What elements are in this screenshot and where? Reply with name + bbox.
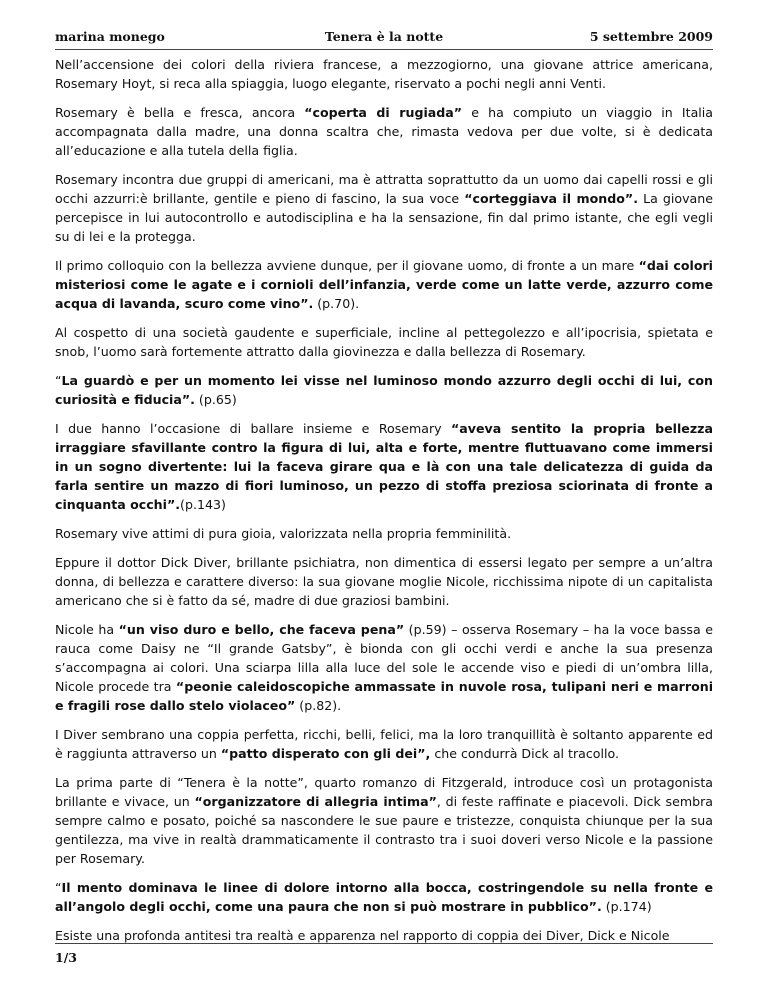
paragraph (55, 524, 713, 543)
body-text: (p.174) (601, 899, 652, 914)
body-text: La prima parte di “Tenera è la notte”, quarto romanzo di Fitzgerald, introduce così un protagonista brillante e vivace, un (55, 775, 713, 809)
paragraph (55, 256, 713, 313)
paragraph (55, 419, 713, 514)
body-text: che condurrà Dick al tracollo. (430, 746, 619, 761)
quote-text: “dai colori misteriosi come le agate e i corniolі dell’infanzia, verde come un latte verde, azzurro come acqua di lavanda, scuro come vino”. (55, 258, 714, 311)
body-text: Nell’accensione dei colori della riviera francese, a mezzogiorno, una giovane attrice americana, Rosemary Hoyt, si reca alla spiaggia, luogo elegante, riservato a pochi negli anni Venti. (55, 57, 713, 91)
body-text: , di feste raffinate e piacevoli. Dick sembra sempre calmo e posato, poiché sa nascondere le sue paure e tristezze, conquista chiunque per la sua gentilezza, ma vive in realtà drammaticamente il contrasto tra i suoi doveri verso Nicole e la passione per Rosemary. (55, 794, 713, 866)
header-title: Tenera è la notte (324, 29, 444, 44)
body-text: “ (55, 373, 62, 388)
body-text: Eppure il dottor Dick Diver, brillante psichiatra, non dimentica di essersi legato per sempre a un’altra donna, di bellezza e carattere diverso: la sua giovane moglie Nicole, ricchissima nipote di un capitalista americano che si è fatto da sé, madre di due graziosi bambini. (55, 555, 713, 608)
body-text: (p.143) (180, 497, 226, 512)
quote-text: “aveva sentito la propria bellezza irraggiare sfavillante contro la figura di lui, alta e forte, mentre fluttuavano come immersi in un sogno divertente: lui la faceva girare qua e là con una tale delicatezza di guida da farla sentire un mazzo di fiori luminoso, un pezzo di stoffa preziosa sciorinata di fronte a cinquanta occhi”. (55, 421, 713, 512)
body-text: Nicole ha (55, 622, 119, 637)
paragraph (55, 371, 713, 409)
body-text: (p.65) (194, 392, 237, 407)
paragraph (55, 553, 713, 610)
header-date: 5 settembre 2009 (589, 29, 713, 44)
page-number: 1/3 (55, 950, 77, 965)
header-author: marina monego (55, 29, 165, 44)
article-body (55, 55, 713, 945)
paragraph (55, 103, 713, 160)
paragraph (55, 170, 713, 246)
footer-divider (55, 943, 713, 944)
body-text: I Diver sembrano una coppia perfetta, ricchi, belli, felici, ma la loro tranquillità è soltanto apparente ed è raggiunta attraverso un (55, 727, 713, 761)
quote-text: “corteggiava il mondo”. (464, 191, 638, 206)
quote-text: La guardò e per un momento lei visse nel luminoso mondo azzurro degli occhi di lui, con curiosità e fiducia”. (55, 373, 713, 407)
body-text: Esiste una profonda antitesi tra realtà e apparenza nel rapporto di coppia dei Diver, Dick e Nicole (55, 928, 670, 943)
quote-text: “un viso duro e bello, che faceva pena” (118, 622, 405, 637)
quote-text: “peonie caleidoscopiche ammassate in nuvole rosa, tulipani neri e marroni e fragili rose dallo stelo violaceo” (55, 679, 714, 713)
paragraph (55, 323, 713, 361)
header-divider (55, 49, 713, 50)
paragraph (55, 725, 713, 763)
paragraph (55, 620, 713, 715)
body-text: Rosemary incontra due gruppi di americani, ma è attratta soprattutto da un uomo dai capelli rossi e gli occhi azzurri:è brillante, gentile e pieno di fascino, la sua voce (55, 172, 713, 206)
body-text: Al cospetto di una società gaudente e superficiale, incline al pettegolezzo e all’ipocrisia, spietata e snob, l’uomo sarà fortemente attratto dalla giovinezza e dalla bellezza di Rosemary. (55, 325, 713, 359)
body-text: (p.70). (313, 296, 360, 311)
paragraph (55, 773, 713, 868)
paragraph (55, 878, 713, 916)
paragraph (55, 55, 713, 93)
body-text: e ha compiuto un viaggio in Italia accompagnata dalla madre, una donna scaltra che, rimasta vedova per due volte, si è dedicata all’educazione e alla tutela della figlia. (55, 105, 713, 158)
page-header (55, 28, 713, 46)
quote-text: “coperta di rugiada” (304, 105, 463, 120)
body-text: (p.59) – osserva Rosemary – ha la voce bassa e rauca come Daisy ne “Il grande Gatsby”, è bionda con gli occhi verdi e anche la sua presenza s’accompagna ai colori. Una sciarpa lilla alla luce del sole le accende viso e piedi di un’ombra lilla, Nicole procede tra (55, 622, 713, 694)
body-text: La giovane percepisce in lui autocontrollo e autodisciplina e ha la sensazione, fin dal primo istante, che egli vegli su di lei e la protegga. (55, 191, 713, 244)
quote-text: Il mento dominava le linee di dolore intorno alla bocca, costringendole su nella fronte e all’angolo degli occhi, come una paura che non si può mostrare in pubblico”. (55, 880, 713, 914)
body-text: Il primo colloquio con la bellezza avviene dunque, per il giovane uomo, di fronte a un mare (55, 258, 639, 273)
quote-text: “patto disperato con gli dei”, (220, 746, 431, 761)
body-text: (p.82). (295, 698, 342, 713)
document-page (55, 28, 713, 968)
body-text: Rosemary vive attimi di pura gioia, valorizzata nella propria femminilità. (55, 526, 512, 541)
body-text: Rosemary è bella e fresca, ancora (55, 105, 305, 120)
quote-text: “organizzatore di allegria intima” (194, 794, 437, 809)
page-footer (55, 943, 713, 965)
body-text: I due hanno l’occasione di ballare insieme e Rosemary (55, 421, 452, 436)
body-text: “ (55, 880, 62, 895)
